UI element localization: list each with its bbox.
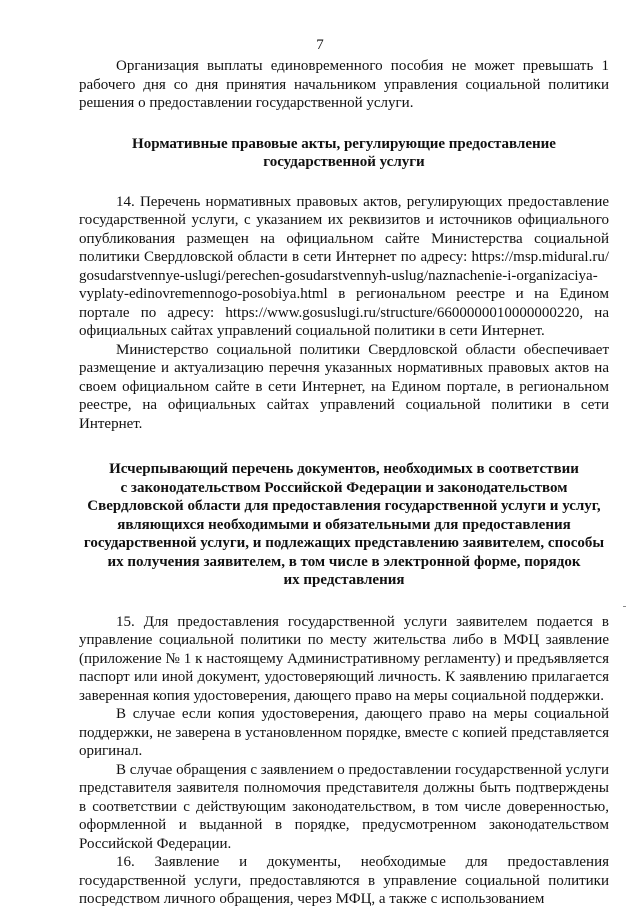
heading-line: их представления [283,572,405,588]
heading-line: являющихся необходимыми и обязательными для предоставления [117,516,571,533]
heading-line: Свердловской области для предоставления государственной услуги и услуг, [87,498,601,514]
heading-line: Исчерпывающий перечень документов, необходимых в соответствии [109,461,579,477]
paragraph-intro: Организация выплаты единовременного пособия не может превышать 1 рабочего дня со дня принятия начальником управления социальной политики решения о предоставлении государственной услуги. [79,58,609,111]
heading-line: государственной услуги, и подлежащих представлению заявителем, способы [83,535,605,551]
section-heading-documents-list [79,460,609,590]
paragraph-15: 15. Для предоставления государственной услуги заявителем подается в управление социальной политики по месту жительства либо в МФЦ заявление (приложение № 1 к настоящему Административному регламенту) и предъявляется паспорт или иной документ, удостоверяющий личность. К заявлению прилагается заверенная копия удостоверения, дающего право на меры социальной поддержки. [79,613,609,704]
page-content [79,57,609,909]
section-heading-normative-acts: Нормативные правовые акты, регулирующие предоставление государственной услуги [132,135,556,170]
heading-line: их получения заявителем, в том числе в электронной форме, порядок [107,553,581,570]
paragraph-16: 16. Заявление и документы, необходимые для предоставления государственной услуги, предоставляются в управление социальной политики посредством личного обращения, через МФЦ, а также с использованием [79,854,609,907]
margin-mark [623,606,626,607]
paragraph-14-continued: Министерство социальной политики Свердловской области обеспечивает размещение и актуализацию перечня указанных нормативных правовых актов на своем официальном сайте в сети Интернет, на Едином портале, в региональном реестре, на официальных сайтах управлений социальной политики в сети Интернет. [79,341,609,432]
heading-line: с законодательством Российской Федерации и законодательством [120,479,568,496]
paragraph-14: 14. Перечень нормативных правовых актов, регулирующих предоставление государственной услуги, с указанием их реквизитов и источников официального опубликования размещен на официальном сайте Министерства социальной политики Свердловской области в сети Интернет по адресу: https://msp.midural.ru/ gosudarstvennye-uslugi/perechen-gosudarstvennyh-uslug/naznachenie-i-organizaciya-vyplaty-edinovremennogo-posobiya.html в региональном реестре и на Едином портале по адресу: https://www.gosuslugi.ru/structure/6600000010000000220, на официальных сайтах управлений социальной политики в сети Интернет. [79,193,609,339]
paragraph-15-representative: В случае обращения с заявлением о предоставлении государственной услуги представителя заявителя полномочия представителя должны быть подтверждены в соответствии с действующим законодательством, в том числе доверенностью, оформленной и выданной в порядке, предусмотренном законодательством Российской Федерации. [79,761,609,852]
paragraph-15-copy-certification: В случае если копия удостоверения, дающего право на меры социальной поддержки, не заверена в установленном порядке, вместе с копией представляется оригинал. [79,706,609,759]
page-number: 7 [316,37,324,53]
